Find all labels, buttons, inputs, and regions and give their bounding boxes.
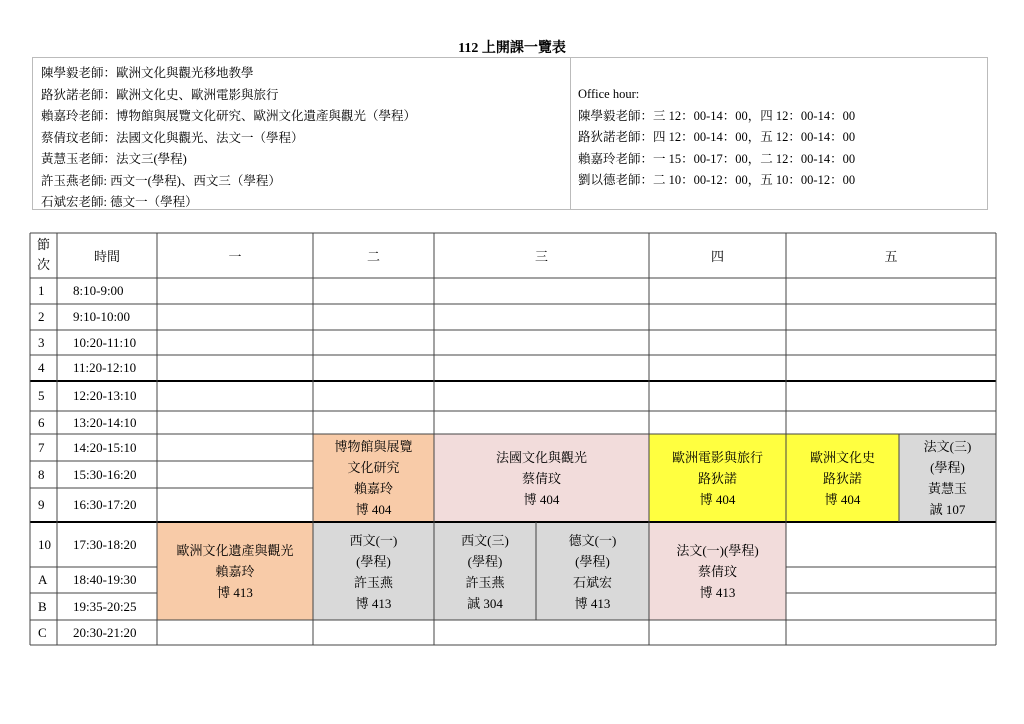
course-line: 賴嘉玲: [353, 481, 393, 496]
teacher-line: 陳學毅老師：歐洲文化與觀光移地教學: [41, 66, 254, 80]
period-number: B: [38, 598, 47, 614]
course-spanish-3: [434, 523, 536, 620]
course-line: 蔡倩玟: [697, 564, 737, 579]
period-time: 16:30-17:20: [73, 497, 137, 512]
period-time: 19:35-20:25: [73, 598, 137, 614]
period-number: C: [38, 624, 47, 640]
teacher-line: 賴嘉玲老師：博物館與展覽文化研究、歐洲文化遺產與觀光（學程）: [41, 109, 417, 123]
course-line: 文化研究: [347, 460, 400, 475]
course-line: 博 413: [355, 595, 392, 611]
period-time: 20:30-21:20: [73, 624, 137, 640]
period-time: 11:20-12:10: [73, 360, 137, 375]
course-line: 黃慧玉: [927, 481, 967, 496]
period-time: 13:20-14:10: [73, 414, 137, 430]
period-number: 7: [38, 439, 45, 455]
period-time: 8:10-9:00: [73, 283, 124, 298]
course-line: 博 404: [824, 491, 861, 507]
course-line: 博 404: [523, 491, 560, 507]
course-line: 博 413: [699, 585, 736, 600]
header-day-wed: 三: [534, 249, 548, 264]
period-number: 10: [38, 536, 51, 552]
office-hours: [578, 84, 978, 192]
header-period-line: 節: [36, 237, 50, 252]
header-period: [30, 233, 57, 278]
course-museum-exhibition: [313, 434, 434, 522]
teacher-line: 路狄諾老師：歐洲文化史、歐洲電影與旅行: [41, 87, 279, 102]
period-number: 9: [38, 497, 45, 512]
period-number: 4: [38, 360, 45, 375]
teacher-line: 石斌宏老師: 德文一（學程）: [41, 195, 198, 209]
period-number: 3: [38, 334, 45, 350]
course-line: 蔡倩玟: [521, 470, 561, 486]
course-line: 法文(三): [923, 439, 972, 454]
course-line: 許玉燕: [465, 574, 505, 590]
teacher-line: 蔡倩玟老師：法國文化與觀光、法文一（學程）: [41, 130, 304, 145]
header-day-thu: 四: [710, 249, 724, 264]
course-cultural-heritage: [157, 523, 313, 620]
header-period-line: 次: [36, 257, 50, 272]
office-hour-line: 賴嘉玲老師：一 15：00-17：00，二 12：00-14：00: [578, 151, 856, 166]
course-line: 歐洲文化遺產與觀光: [176, 543, 294, 558]
period-time: 12:20-13:10: [73, 388, 137, 403]
period-number: 6: [38, 414, 45, 430]
period-number: 8: [38, 466, 45, 482]
course-line: 歐洲電影與旅行: [671, 449, 763, 465]
header-day-mon: 一: [228, 249, 242, 264]
course-line: 路狄諾: [822, 470, 862, 486]
course-european-film: [649, 434, 786, 522]
teacher-line: 黃慧玉老師：法文三(學程): [41, 152, 187, 166]
course-line: 歐洲文化史: [809, 449, 875, 465]
course-line: 誠 304: [467, 595, 503, 611]
period-number: 2: [38, 309, 45, 324]
header-day-fri: 五: [884, 249, 898, 264]
course-line: 西文(一): [349, 532, 398, 548]
period-time: 9:10-10:00: [73, 309, 131, 324]
course-line: (學程): [930, 460, 965, 475]
course-line: 法國文化與觀光: [495, 449, 587, 465]
course-line: 路狄諾: [697, 470, 737, 486]
course-line: 博物館與展覽: [334, 439, 413, 454]
course-european-history: [786, 434, 899, 522]
course-line: 博 413: [217, 585, 253, 600]
course-line: (學程): [575, 553, 610, 569]
info-divider: [570, 58, 571, 209]
period-number: A: [38, 572, 48, 587]
course-line: 許玉燕: [353, 574, 393, 590]
course-line: 博 404: [699, 491, 736, 507]
course-line: 德文(一): [568, 532, 617, 548]
course-line: (學程): [467, 553, 503, 569]
page-title: 112 上開課一覽表: [458, 41, 566, 56]
office-hour-label: Office hour:: [578, 87, 640, 101]
course-french-1: [649, 523, 786, 620]
course-line: 賴嘉玲: [215, 564, 255, 579]
period-number: 1: [38, 283, 45, 298]
course-france-culture: [434, 434, 649, 522]
course-line: 西文(三): [461, 532, 509, 548]
header-time: 時間: [93, 249, 120, 264]
period-time: 15:30-16:20: [73, 466, 137, 482]
office-hour-line: 路狄諾老師：四 12：00-14：00，五 12：00-14：00: [578, 130, 856, 144]
course-line: 博 413: [574, 595, 611, 611]
period-time: 14:20-15:10: [73, 439, 137, 455]
course-line: 法文(一)(學程): [676, 543, 759, 558]
office-hour-line: 劉以德老師：二 10：00-12：00，五 10：00-12：00: [578, 173, 856, 187]
period-time: 17:30-18:20: [73, 536, 137, 552]
course-spanish-1: [313, 523, 434, 620]
period-number: 5: [38, 388, 45, 403]
info-box: [32, 57, 988, 210]
header-day-tue: 二: [366, 249, 380, 264]
office-hour-line: 陳學毅老師：三 12：00-14：00，四 12：00-14：00: [578, 108, 856, 123]
teacher-line: 許玉燕老師: 西文一(學程)、西文三（學程）: [41, 173, 281, 188]
course-french-3: [899, 434, 996, 522]
course-line: (學程): [356, 553, 391, 569]
course-line: 博 404: [355, 502, 392, 517]
period-time: 18:40-19:30: [73, 572, 137, 587]
period-time: 10:20-11:10: [73, 334, 137, 350]
course-german-1: [536, 523, 649, 620]
course-line: 誠 107: [929, 502, 966, 517]
teacher-list: [41, 63, 571, 214]
course-line: 石斌宏: [572, 574, 612, 590]
